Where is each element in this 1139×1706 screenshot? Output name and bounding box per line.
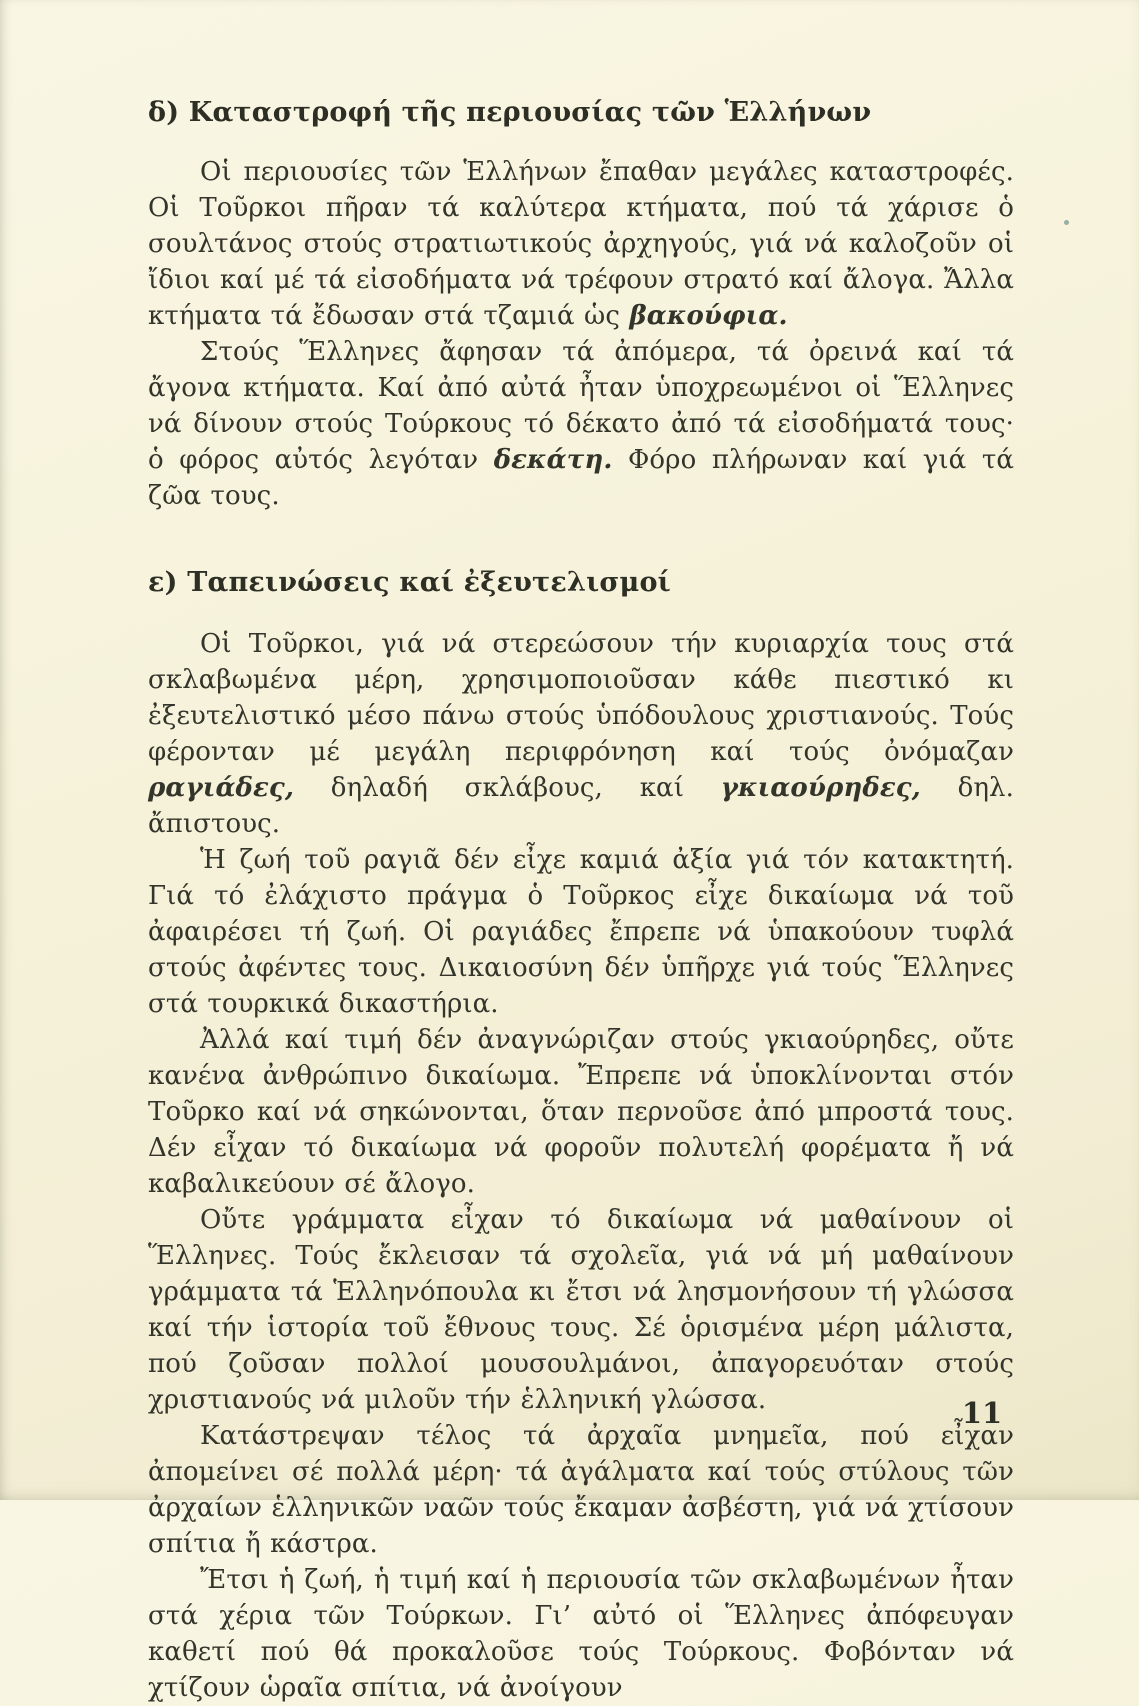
text-run: Κατάστρεψαν τέλος τά ἀρχαῖα μνημεῖα, πού εἶχαν ἀπομείνει σέ πολλά μέρη· τά ἀγάλματα καί τούς στύλους τῶν ἀρχαίων ἑλληνικῶν ναῶν τούς ἔκαμαν ἀσβέστη, γιά νά χτίσουν σπίτια ἤ κάστρα. <box>148 1420 1014 1559</box>
paragraph <box>148 154 1014 334</box>
text-run: Ἀλλά καί τιμή δέν ἀναγνώριζαν στούς γκιαούρηδες, οὔτε κανένα ἀνθρώπινο δικαίωμα. Ἔπρεπε νά ὑποκλίνονται στόν Τοῦρκο καί νά σηκώνονται, ὅταν περνοῦσε ἀπό μπροστά τους. Δέν εἶχαν τό δικαίωμα νά φοροῦν πολυτελή φορέματα ἤ νά καβαλικεύουν σέ ἄλογο. <box>148 1024 1014 1199</box>
paragraph <box>148 842 1014 1022</box>
section-e-paragraphs <box>148 626 1014 1706</box>
text-run: δηλαδή σκλάβους, καί <box>293 772 721 803</box>
section-e-heading: ε) Ταπεινώσεις καί ἐξευτελισμοί <box>148 566 671 598</box>
scan-speck <box>1064 220 1069 225</box>
emphasized-term: δεκάτη. <box>493 444 613 475</box>
page-content <box>148 96 1014 1706</box>
paragraph <box>148 1562 1014 1706</box>
emphasized-term: βακούφια. <box>629 300 788 331</box>
page-number: 11 <box>961 1396 1003 1430</box>
section-d-paragraphs <box>148 154 1014 514</box>
paragraph <box>148 1418 1014 1562</box>
paragraph <box>148 626 1014 842</box>
paragraph <box>148 1022 1014 1202</box>
text-run: δηλ. ἄπιστους. <box>148 772 1014 839</box>
paragraph <box>148 1202 1014 1418</box>
section-d <box>148 96 1014 514</box>
text-run: Οὔτε γράμματα εἶχαν τό δικαίωμα νά μαθαίνουν οἱ Ἕλληνες. Τούς ἔκλεισαν τά σχολεῖα, γιά νά μή μαθαίνουν γράμματα τά Ἑλληνόπουλα κι ἔτσι νά λησμονήσουν τή γλώσσα καί τήν ἱστορία τοῦ ἔθνους τους. Σέ ὁρισμένα μέρη μάλιστα, πού ζοῦσαν πολλοί μουσουλμάνοι, ἀπαγορευόταν στούς χριστιανούς νά μιλοῦν τήν ἑλληνική γλώσσα. <box>148 1204 1014 1415</box>
text-run: Ἡ ζωή τοῦ ραγιᾶ δέν εἶχε καμιά ἀξία γιά τόν κατακτητή. Γιά τό ἐλάχιστο πράγμα ὁ Τοῦρκος εἶχε δικαίωμα νά τοῦ ἀφαιρέσει τή ζωή. Οἱ ραγιάδες ἔπρεπε νά ὑπακούουν τυφλά στούς ἀφέντες τους. Δικαιοσύνη δέν ὑπῆρχε γιά τούς Ἕλληνες στά τουρκικά δικαστήρια. <box>148 844 1014 1019</box>
emphasized-term: γκιαούρηδες, <box>720 772 921 803</box>
text-run: Στούς Ἕλληνες ἄφησαν τά ἀπόμερα, τά ὀρεινά καί τά ἄγονα κτήματα. Καί ἀπό αὐτά ἦταν ὑποχρεωμένοι οἱ Ἕλληνες νά δίνουν στούς Τούρκους τό δέκατο ἀπό τά εἰσοδήματά τους· ὁ φόρος αὐτός λεγόταν <box>148 336 1014 475</box>
text-run: Οἱ Τοῦρκοι, γιά νά στερεώσουν τήν κυριαρχία τους στά σκλαβωμένα μέρη, χρησιμοποιοῦσαν κάθε πιεστικό κι ἐξευτελιστικό μέσο πάνω στούς ὑπόδουλους χριστιανούς. Τούς φέρονταν μέ μεγάλη περιφρόνηση καί τούς ὀνόμαζαν <box>148 628 1014 767</box>
text-run: Φόρο πλήρωναν καί γιά τά ζῶα τους. <box>148 444 1014 511</box>
text-run: Ἔτσι ἡ ζωή, ἡ τιμή καί ἡ περιουσία τῶν σκλαβωμένων ἦταν στά χέρια τῶν Τούρκων. Γι’ αὐτό οἱ Ἕλληνες ἀπόφευγαν καθετί πού θά προκαλοῦσε τούς Τούρκους. Φοβόνταν νά χτίζουν ὡραῖα σπίτια, νά ἀνοίγουν <box>148 1564 1014 1703</box>
paragraph <box>148 334 1014 514</box>
emphasized-term: ραγιάδες, <box>148 772 294 803</box>
text-run: Οἱ περιουσίες τῶν Ἑλλήνων ἔπαθαν μεγάλες καταστροφές. Οἱ Τοῦρκοι πῆραν τά καλύτερα κτήματα, πού τά χάρισε ὁ σουλτάνος στούς στρατιωτικούς ἀρχηγούς, γιά νά καλοζοῦν οἱ ἴδιοι καί μέ τά εἰσοδήματα νά τρέφουν στρατό καί ἄλογα. Ἄλλα κτήματα τά ἔδωσαν στά τζαμιά ὡς <box>148 156 1014 331</box>
section-e <box>148 566 1014 1706</box>
section-d-heading: δ) Καταστροφή τῆς περιουσίας τῶν Ἑλλήνων <box>148 97 872 128</box>
